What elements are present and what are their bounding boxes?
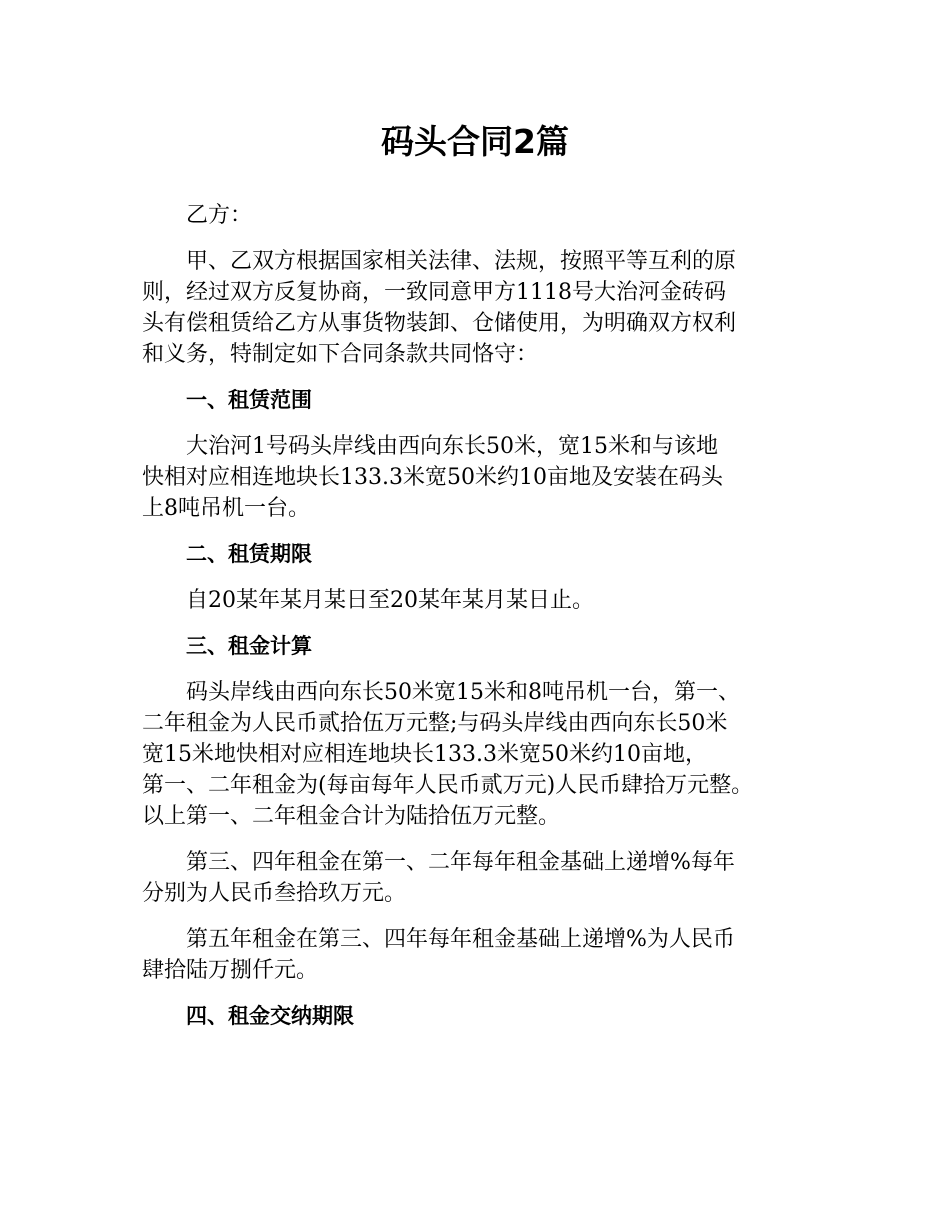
intro-line: 甲、乙双方根据国家相关法律、法规，按照平等互利的原 [186,249,737,274]
intro-line: 头有偿租赁给乙方从事货物装卸、仓储使用，为明确双方权利 [142,311,737,336]
section-3-line: 码头岸线由西向东长50米宽15米和8吨吊机一台，第一、 [186,680,740,705]
section-2-line: 自20某年某月某日至20某年某月某日止。 [186,588,594,613]
section-3-paragraph-2 [142,847,842,909]
section-2-paragraph [142,585,842,616]
section-3-line: 肆拾陆万捌仟元。 [142,958,319,983]
section-3-line: 分别为人民币叁拾玖万元。 [142,881,407,906]
section-1-heading: 一、租赁范围 [186,388,312,412]
party-b-text: 乙方： [186,203,253,228]
section-3-heading: 三、租金计算 [186,634,312,658]
section-3-paragraph-1 [142,677,842,832]
section-3-line: 宽15米地快相对应相连地块长133.3米宽50米约10亩地， [142,742,707,767]
document-title: 码头合同2篇 [381,122,569,161]
section-3-line: 第一、二年租金为(每亩每年人民币贰万元)人民币肆拾万元整。 [142,773,754,798]
section-1-line: 快相对应相连地块长133.3米宽50米约10亩地及安装在码头 [142,465,723,490]
party-b-label [142,200,842,231]
section-3-paragraph-3 [142,924,842,986]
section-3-line: 以上第一、二年租金合计为陆拾伍万元整。 [142,804,561,829]
section-1-line: 上8吨吊机一台。 [142,496,310,521]
section-4-heading: 四、租金交纳期限 [186,1004,354,1028]
section-3-line: 二年租金为人民币贰拾伍万元整;与码头岸线由西向东长50米 [142,711,728,736]
section-1-paragraph [142,431,842,524]
intro-paragraph [142,246,842,370]
intro-line: 和义务，特制定如下合同条款共同恪守： [142,342,539,367]
section-3-line: 第五年租金在第三、四年每年租金基础上递增%为人民币 [186,927,735,952]
section-2-heading: 二、租赁期限 [186,542,312,566]
section-1-line: 大治河1号码头岸线由西向东长50米，宽15米和与该地 [186,434,718,459]
section-3-line: 第三、四年租金在第一、二年每年租金基础上递增%每年 [186,850,735,875]
intro-line: 则，经过双方反复协商，一致同意甲方1118号大治河金砖码 [142,280,726,305]
document-body [142,200,842,1047]
